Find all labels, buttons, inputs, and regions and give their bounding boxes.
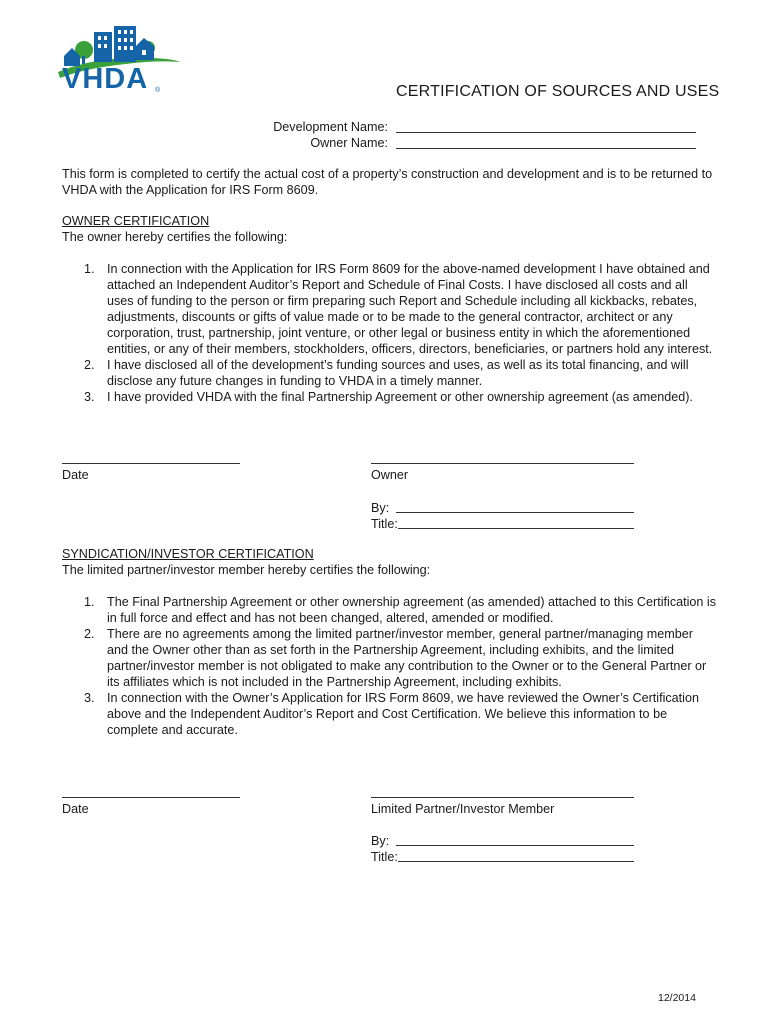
owner-certification-lead: The owner hereby certifies the following: bbox=[62, 230, 288, 244]
owner-date-line[interactable] bbox=[62, 463, 240, 464]
list-item-text: In connection with the Owner’s Application for IRS Form 8609, we have reviewed the Owner’s Certification above and the Independent Auditor’s Report and Cost Certification. We believe this information to be complete and accurate. bbox=[107, 691, 699, 737]
owner-certification-list bbox=[62, 261, 717, 405]
investor-signature-line[interactable] bbox=[371, 797, 634, 798]
syndication-certification-lead: The limited partner/investor member hereby certifies the following: bbox=[62, 563, 431, 577]
owner-by-field[interactable] bbox=[396, 512, 634, 513]
owner-label: Owner bbox=[371, 468, 409, 482]
owner-name-field[interactable] bbox=[396, 148, 696, 149]
list-item-number: 3. bbox=[84, 390, 95, 404]
development-name-label: Development Name: bbox=[273, 120, 388, 134]
list-item bbox=[62, 357, 717, 389]
owner-by-label: By: bbox=[371, 501, 390, 515]
investor-title-label: Title: bbox=[371, 850, 398, 864]
page-title: CERTIFICATION OF SOURCES AND USES bbox=[396, 83, 720, 100]
list-item-number: 2. bbox=[84, 627, 95, 641]
list-item-number: 1. bbox=[84, 262, 95, 276]
list-item-text: In connection with the Application for IRS Form 8609 for the above-named development I have obtained and attached an Independent Auditor’s Report and Schedule of Final Costs. I have disclosed all costs and all uses of funding to the person or firm preparing such Report and Schedule including all kickbacks, rebates, adjustments, discounts or gifts of value made or to be made to the general contractor, architect or any corporation, trust, partnership, joint venture, or other legal or business entity in which the aforementioned entities, or any of their members, stockholders, officers, directors, beneficiaries, or partners hold any interest. bbox=[107, 262, 713, 356]
investor-label: Limited Partner/Investor Member bbox=[371, 802, 555, 816]
list-item bbox=[62, 389, 717, 405]
list-item-text: I have disclosed all of the development’s funding sources and uses, as well as its total financing, and will disclose any future changes in funding to VHDA in a timely manner. bbox=[107, 358, 689, 388]
intro-paragraph: This form is completed to certify the actual cost of a property’s construction and development and is to be returned to VHDA with the Application for IRS Form 8609. bbox=[62, 167, 713, 197]
list-item-text: The Final Partnership Agreement or other ownership agreement (as amended) attached to this Certification is in full force and effect and has not been changed, altered, amended or modified. bbox=[107, 595, 717, 625]
revision-date: 12/2014 bbox=[658, 992, 696, 1004]
owner-name-label: Owner Name: bbox=[310, 136, 388, 150]
owner-certification-heading: OWNER CERTIFICATION bbox=[62, 214, 210, 228]
syndication-certification-list bbox=[62, 594, 717, 738]
investor-date-line[interactable] bbox=[62, 797, 240, 798]
owner-signature-line[interactable] bbox=[371, 463, 634, 464]
list-item bbox=[62, 594, 717, 626]
investor-title-field[interactable] bbox=[398, 861, 634, 862]
list-item-number: 1. bbox=[84, 595, 95, 609]
logo-wordmark: VHDA bbox=[62, 63, 149, 95]
syndication-certification-heading: SYNDICATION/INVESTOR CERTIFICATION bbox=[62, 547, 314, 561]
logo-registered-mark: ® bbox=[155, 87, 161, 94]
list-item bbox=[62, 261, 717, 357]
owner-title-field[interactable] bbox=[398, 528, 634, 529]
owner-title-label: Title: bbox=[371, 517, 398, 531]
logo-building bbox=[94, 32, 112, 62]
logo-house bbox=[136, 38, 154, 60]
owner-date-label: Date bbox=[62, 468, 89, 482]
list-item-text: There are no agreements among the limited partner/investor member, general partner/managing member and the Owner other than as set forth in the Partnership Agreement, including exhibits, and the limited partner/investor member is not obligated to make any contribution to the Owner or to the General Partner or its affiliates which is not included in the Partnership Agreement, including exhibits. bbox=[107, 627, 707, 689]
list-item bbox=[62, 626, 717, 690]
investor-by-label: By: bbox=[371, 834, 390, 848]
development-name-field[interactable] bbox=[396, 132, 696, 133]
investor-by-field[interactable] bbox=[396, 845, 634, 846]
list-item-number: 2. bbox=[84, 358, 95, 372]
list-item bbox=[62, 690, 717, 738]
list-item-text: I have provided VHDA with the final Partnership Agreement or other ownership agreement (as amended). bbox=[107, 390, 693, 404]
investor-date-label: Date bbox=[62, 802, 89, 816]
list-item-number: 3. bbox=[84, 691, 95, 705]
